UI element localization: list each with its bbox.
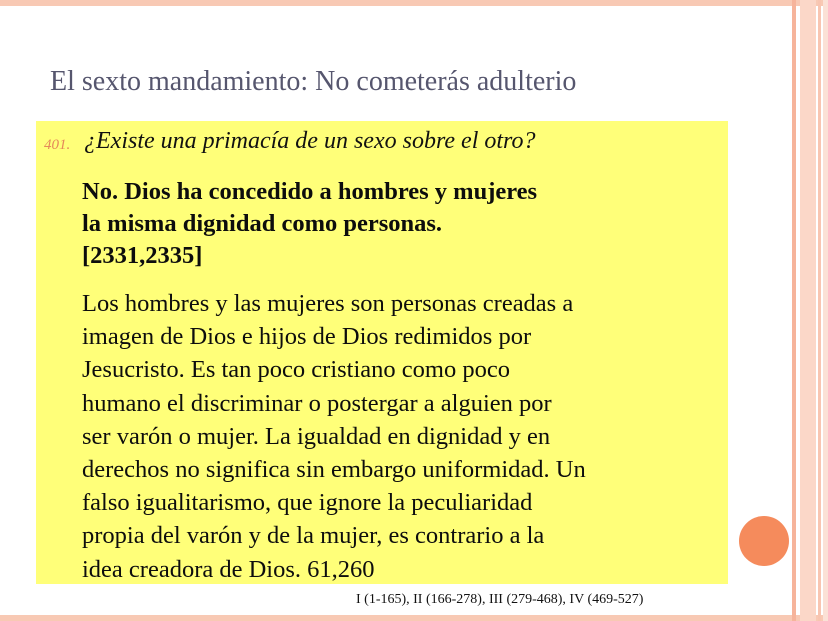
decorative-circle [739,516,789,566]
short-answer [82,176,722,272]
decorative-stripe [823,0,828,621]
question-text: ¿Existe una primacía de un sexo sobre el otro? [84,128,536,154]
top-decorative-bar [0,0,828,6]
paragraph-line: ser varón o mujer. La igualdad en dignidad y en [82,422,551,450]
paragraph-line: idea creadora de Dios. 61,260 [82,555,375,583]
slide-title: El sexto mandamiento: No cometerás adulterio [50,66,577,97]
paragraph-line: Jesucristo. Es tan poco cristiano como poco [82,356,510,384]
paragraph-line: imagen de Dios e hijos de Dios redimidos por [82,323,532,351]
decorative-stripe [818,0,821,621]
section-ranges-footer: I (1-165), II (166-278), III (279-468), IV (469-527) [356,592,644,607]
short-answer-line: [2331,2335] [82,242,203,269]
short-answer-line: No. Dios ha concedido a hombres y mujeres [82,178,538,205]
paragraph-line: Los hombres y las mujeres son personas creadas a [82,290,574,317]
explanation-paragraph [82,287,732,586]
short-answer-line: la misma dignidad como personas. [82,210,443,237]
decorative-stripe [792,0,796,621]
question-number: 401. [44,137,71,153]
paragraph-line: propia del varón y de la mujer, es contrario a la [82,522,545,550]
paragraph-line: falso igualitarismo, que ignore la peculiaridad [82,489,533,517]
bottom-decorative-bar [0,615,828,621]
paragraph-line: derechos no significa sin embargo uniformidad. Un [82,456,586,484]
paragraph-line: humano el discriminar o postergar a alguien por [82,389,552,417]
decorative-stripe [800,0,816,621]
